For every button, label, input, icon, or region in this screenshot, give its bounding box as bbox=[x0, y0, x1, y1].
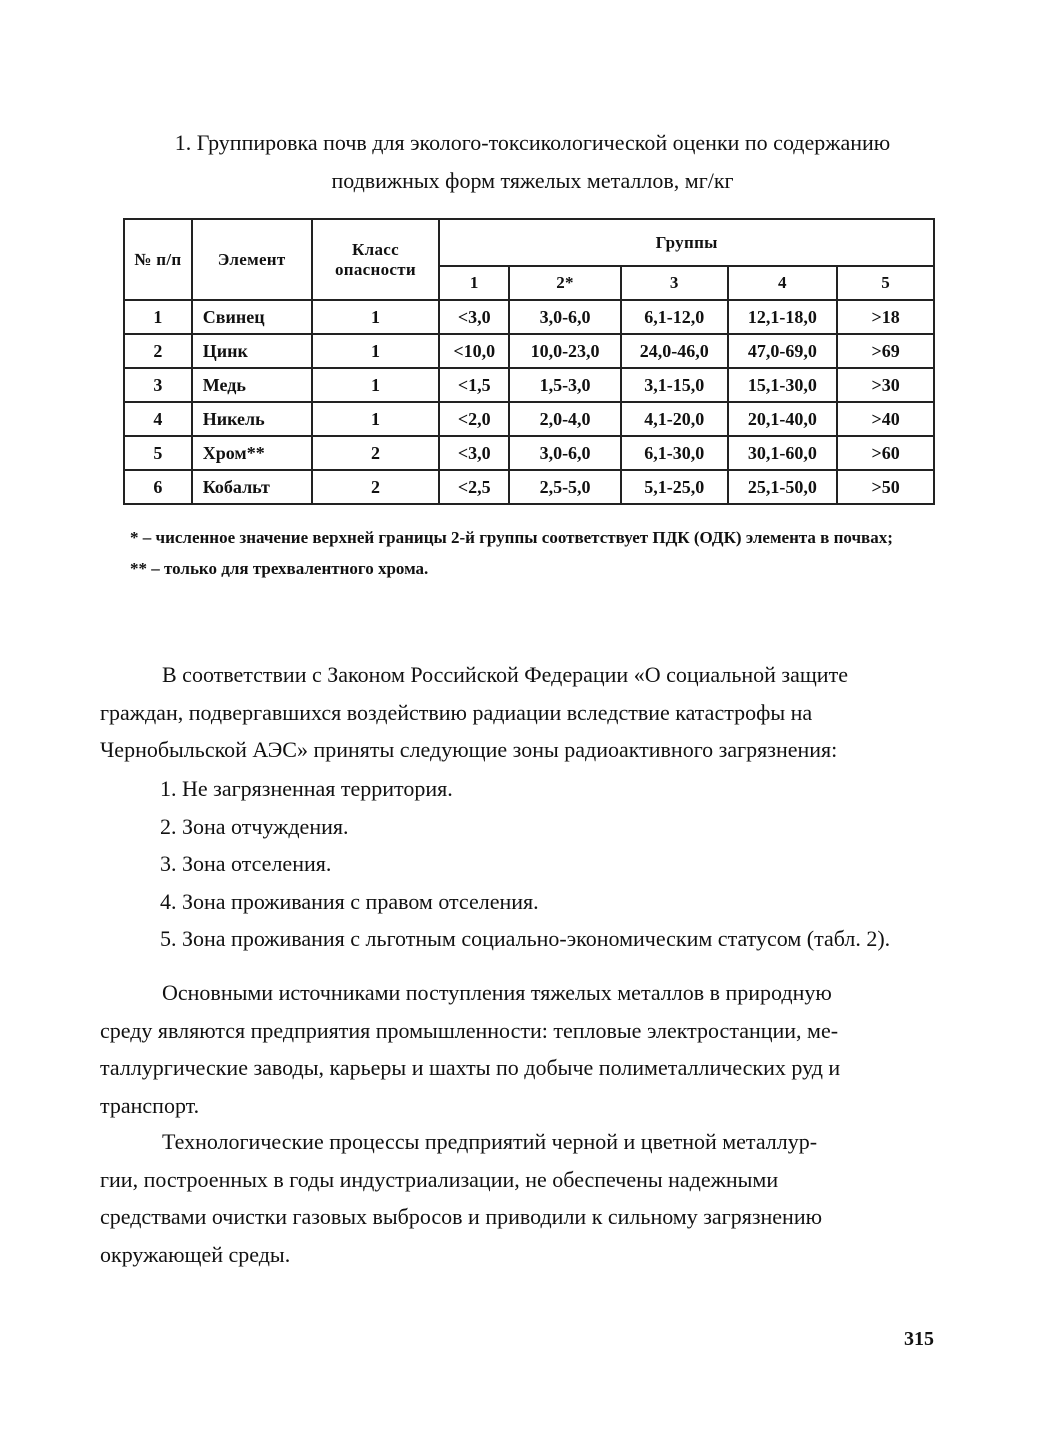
list-item: 1. Не загрязненная территория. bbox=[160, 776, 453, 801]
row-element: Медь bbox=[192, 368, 312, 402]
row-group-1: <1,5 bbox=[439, 368, 509, 402]
row-group-3: 6,1-30,0 bbox=[621, 436, 728, 470]
row-group-1: <2,5 bbox=[439, 470, 509, 504]
row-num: 6 bbox=[124, 470, 192, 504]
row-group-2: 3,0-6,0 bbox=[509, 300, 621, 334]
row-group-5: >69 bbox=[837, 334, 934, 368]
row-group-4: 20,1-40,0 bbox=[728, 402, 838, 436]
caption-line-2: подвижных форм тяжелых металлов, мг/кг bbox=[331, 168, 734, 193]
row-group-1: <3,0 bbox=[439, 300, 509, 334]
page-number: 315 bbox=[904, 1328, 934, 1350]
table-row bbox=[124, 368, 934, 402]
header-hazard-class: Класс опасности bbox=[312, 219, 440, 300]
header-num: № п/п bbox=[124, 219, 192, 300]
row-group-3: 5,1-25,0 bbox=[621, 470, 728, 504]
row-class: 2 bbox=[312, 470, 440, 504]
row-element: Цинк bbox=[192, 334, 312, 368]
row-num: 3 bbox=[124, 368, 192, 402]
footnote-1: * – численное значение верхней границы 2-й группы соответствует ПДК (ОДК) элемента в почвах; bbox=[130, 528, 893, 547]
row-group-2: 1,5-3,0 bbox=[509, 368, 621, 402]
row-group-2: 2,0-4,0 bbox=[509, 402, 621, 436]
row-group-3: 4,1-20,0 bbox=[621, 402, 728, 436]
paragraph-law bbox=[100, 656, 950, 769]
table-caption bbox=[100, 124, 965, 200]
row-group-3: 6,1-12,0 bbox=[621, 300, 728, 334]
row-group-5: >30 bbox=[837, 368, 934, 402]
row-class: 1 bbox=[312, 368, 440, 402]
paragraph-line: среду являются предприятия промышленности: тепловые электростанции, ме- bbox=[100, 1017, 839, 1043]
table-row bbox=[124, 334, 934, 368]
paragraph-line: граждан, подвергавшихся воздействию радиации вследствие катастрофы на bbox=[100, 699, 813, 725]
row-group-4: 30,1-60,0 bbox=[728, 436, 838, 470]
paragraph-technology bbox=[100, 1123, 950, 1273]
row-group-1: <10,0 bbox=[439, 334, 509, 368]
header-groups: Группы bbox=[439, 219, 934, 266]
paragraph-line: таллургические заводы, карьеры и шахты по добыче полиметаллических руд и bbox=[100, 1055, 841, 1080]
row-class: 1 bbox=[312, 300, 440, 334]
row-group-3: 24,0-46,0 bbox=[621, 334, 728, 368]
table-row bbox=[124, 402, 934, 436]
row-num: 4 bbox=[124, 402, 192, 436]
table-footnotes bbox=[130, 522, 950, 584]
row-group-3: 3,1-15,0 bbox=[621, 368, 728, 402]
row-group-5: >40 bbox=[837, 402, 934, 436]
row-group-2: 2,5-5,0 bbox=[509, 470, 621, 504]
table-row bbox=[124, 436, 934, 470]
header-group-1: 1 bbox=[439, 266, 509, 300]
row-class: 1 bbox=[312, 334, 440, 368]
zones-list bbox=[160, 770, 890, 958]
row-element: Кобальт bbox=[192, 470, 312, 504]
paragraph-sources bbox=[100, 974, 950, 1124]
row-group-1: <2,0 bbox=[439, 402, 509, 436]
list-item: 3. Зона отселения. bbox=[160, 851, 332, 876]
header-group-4: 4 bbox=[728, 266, 838, 300]
row-element: Хром** bbox=[192, 436, 312, 470]
paragraph-line: Чернобыльской АЭС» приняты следующие зоны радиоактивного загрязнения: bbox=[100, 737, 838, 762]
header-group-2: 2* bbox=[509, 266, 621, 300]
list-item: 2. Зона отчуждения. bbox=[160, 813, 349, 839]
list-item: 5. Зона проживания с льготным социально-экономическим статусом (табл. 2). bbox=[160, 926, 891, 951]
row-group-5: >50 bbox=[837, 470, 934, 504]
paragraph-line: Технологические процессы предприятий черной и цветной металлур- bbox=[162, 1129, 818, 1154]
row-group-4: 12,1-18,0 bbox=[728, 300, 838, 334]
row-group-5: >18 bbox=[837, 300, 934, 334]
row-group-5: >60 bbox=[837, 436, 934, 470]
row-element: Никель bbox=[192, 402, 312, 436]
row-group-2: 10,0-23,0 bbox=[509, 334, 621, 368]
paragraph-line: Основными источниками поступления тяжелых металлов в природную bbox=[162, 980, 832, 1005]
paragraph-line: окружающей среды. bbox=[100, 1241, 291, 1267]
paragraph-line: транспорт. bbox=[100, 1092, 200, 1118]
row-group-4: 25,1-50,0 bbox=[728, 470, 838, 504]
row-class: 2 bbox=[312, 436, 440, 470]
table-row bbox=[124, 300, 934, 334]
row-element: Свинец bbox=[192, 300, 312, 334]
row-group-2: 3,0-6,0 bbox=[509, 436, 621, 470]
footnote-2: ** – только для трехвалентного хрома. bbox=[130, 559, 429, 578]
row-num: 5 bbox=[124, 436, 192, 470]
row-num: 2 bbox=[124, 334, 192, 368]
header-group-3: 3 bbox=[621, 266, 728, 300]
heavy-metals-table bbox=[123, 218, 935, 505]
caption-line-1: 1. Группировка почв для эколого-токсикологической оценки по содержанию bbox=[174, 130, 891, 155]
header-group-5: 5 bbox=[837, 266, 934, 300]
row-class: 1 bbox=[312, 402, 440, 436]
paragraph-line: средствами очистки газовых выбросов и приводили к сильному загрязнению bbox=[100, 1204, 823, 1229]
row-num: 1 bbox=[124, 300, 192, 334]
row-group-1: <3,0 bbox=[439, 436, 509, 470]
paragraph-line: гии, построенных в годы индустриализации, не обеспечены надежными bbox=[100, 1166, 779, 1192]
row-group-4: 47,0-69,0 bbox=[728, 334, 838, 368]
paragraph-line: В соответствии с Законом Российской Федерации «О социальной защите bbox=[162, 662, 848, 687]
header-element: Элемент bbox=[192, 219, 312, 300]
table-row bbox=[124, 470, 934, 504]
list-item: 4. Зона проживания с правом отселения. bbox=[160, 888, 539, 914]
row-group-4: 15,1-30,0 bbox=[728, 368, 838, 402]
